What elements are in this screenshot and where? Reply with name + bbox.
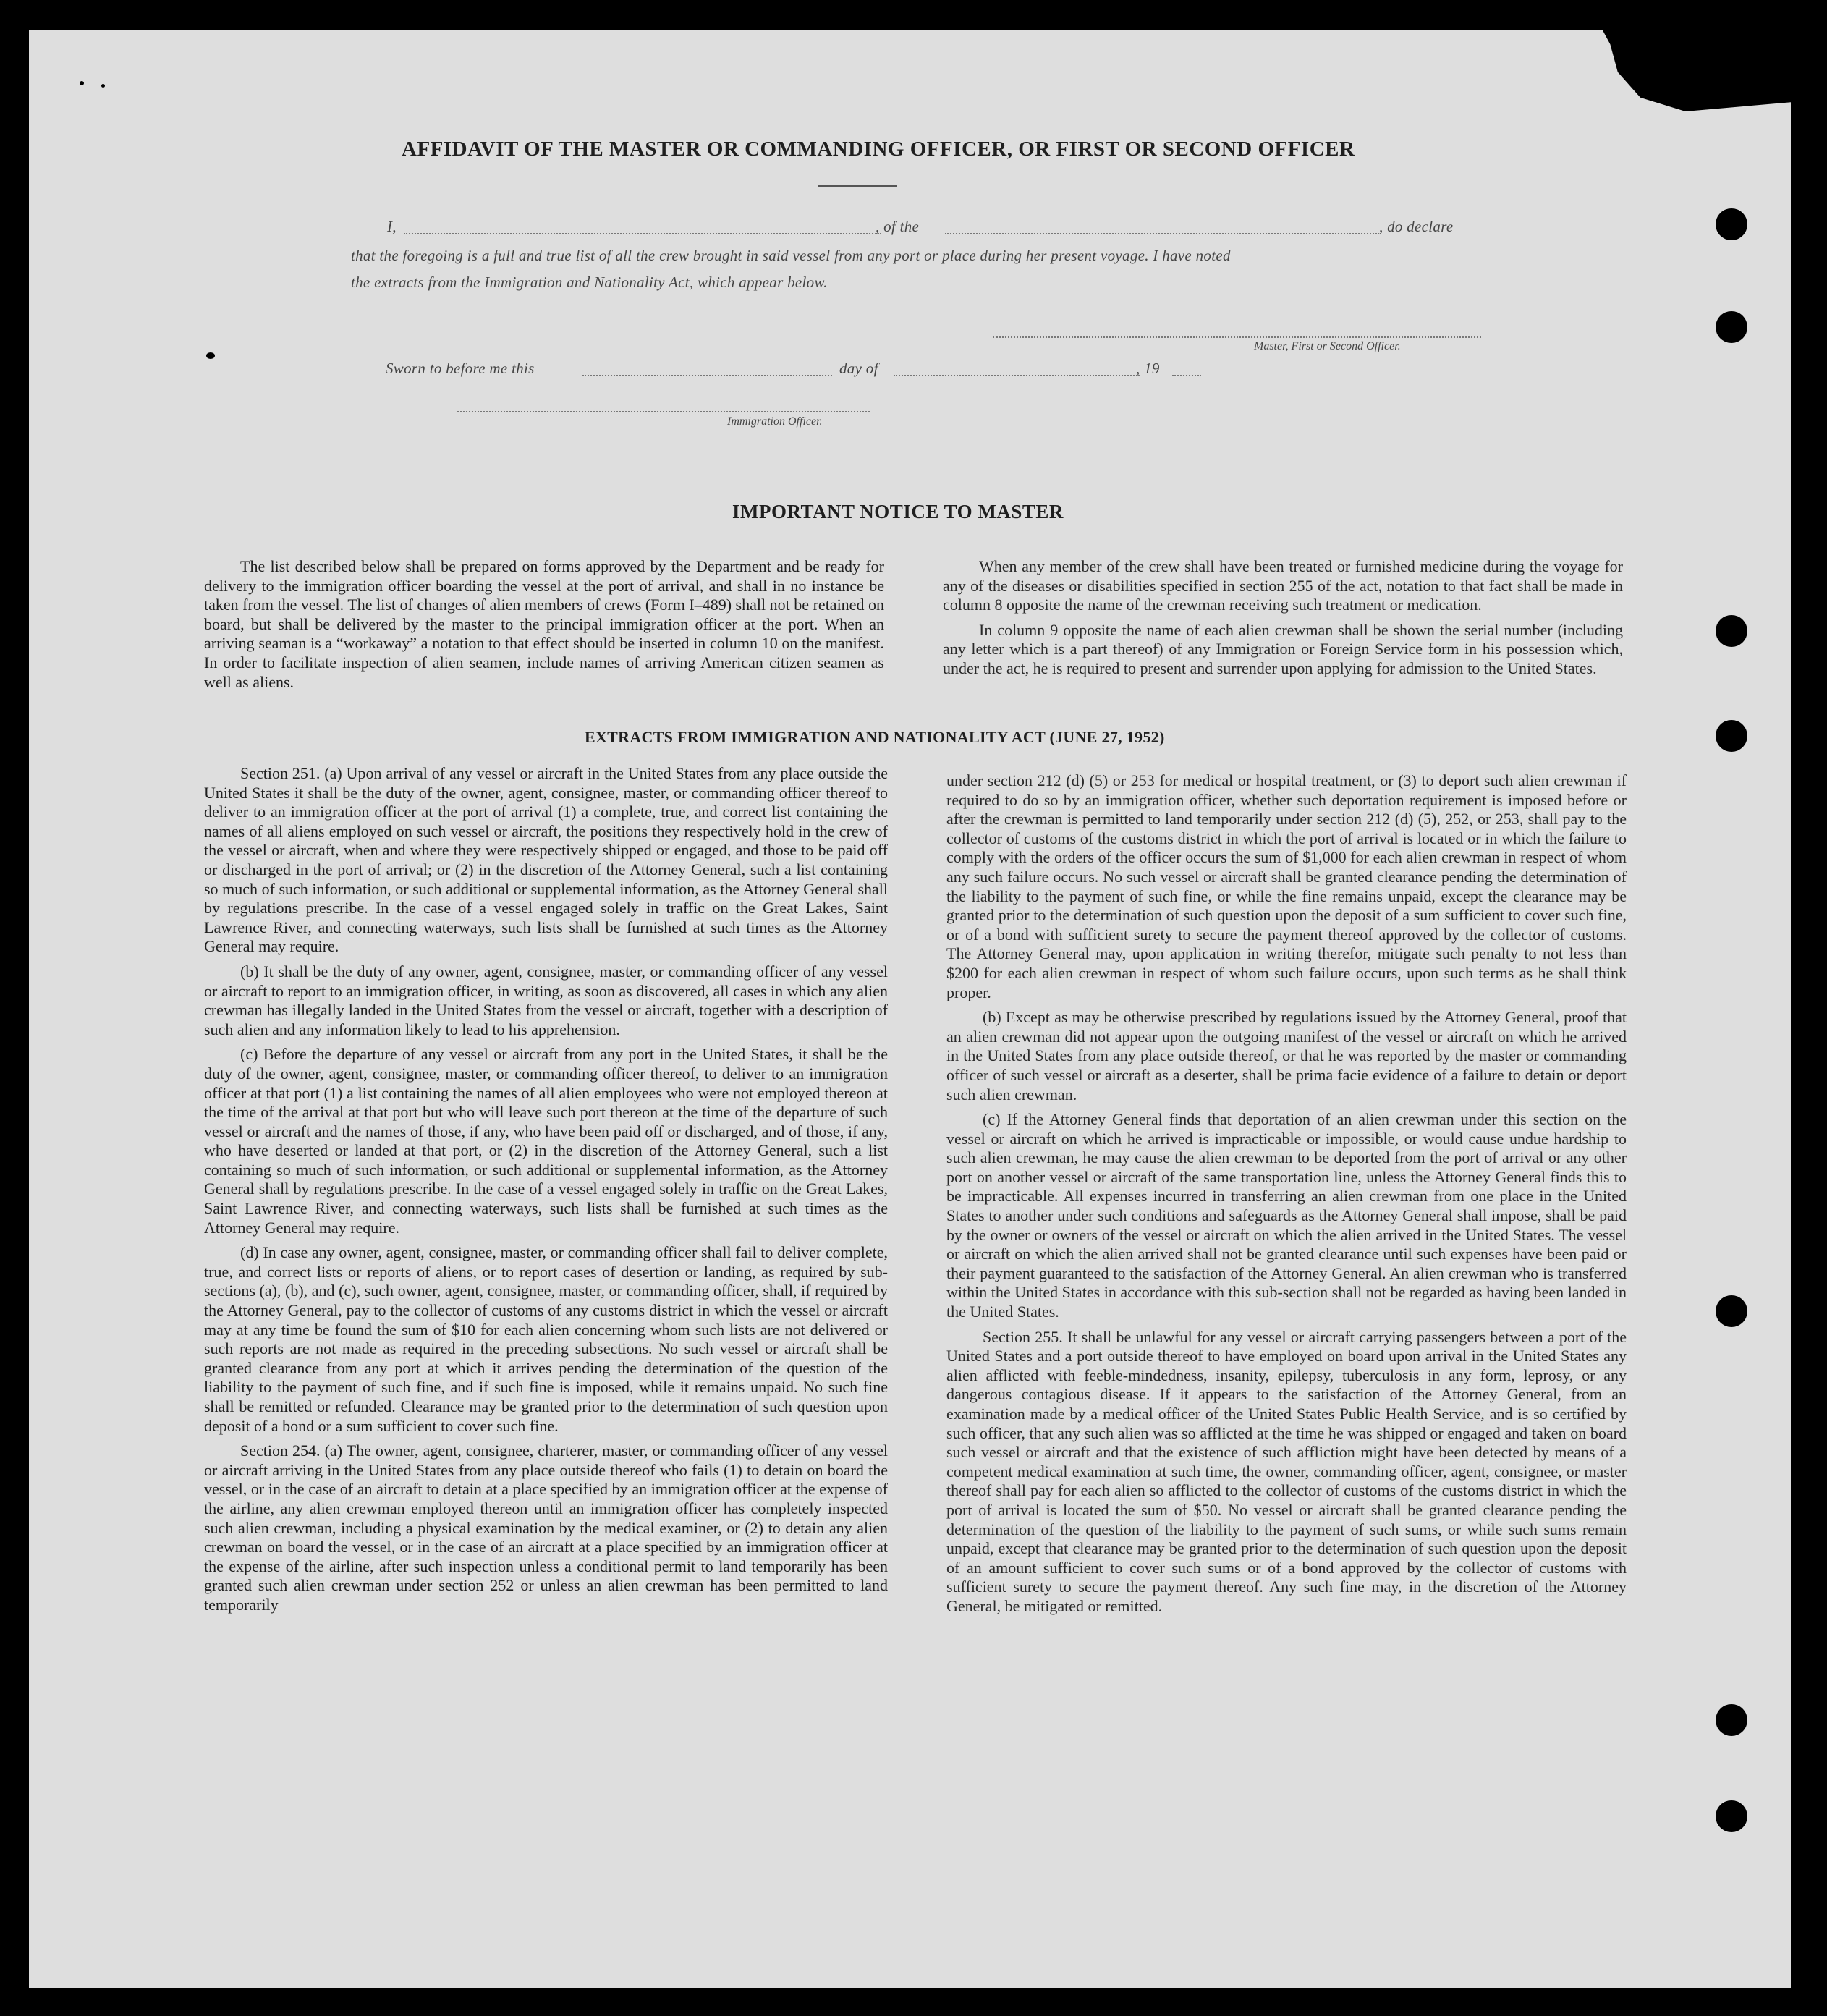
punch-hole-icon (1716, 615, 1747, 647)
notice-title: IMPORTANT NOTICE TO MASTER (732, 501, 1064, 522)
year-label: , 19 (1136, 360, 1160, 377)
officer-signature-field[interactable] (457, 411, 870, 412)
section-paragraph: (b) It shall be the duty of any owner, agent, consignee, master, or commanding officer of any vessel or aircraft to report to an immigration officer, in writing, as soon as discovered, all cases in which any alien crewman has illegally landed in the United States from the vessel or aircraft, together with a description of such alien and any information likely to lead to his apprehension. (204, 962, 888, 1038)
extracts-left-column (204, 764, 888, 1621)
year-field[interactable] (1172, 375, 1201, 376)
punch-hole-icon (1716, 208, 1747, 240)
notice-left-paragraph: The list described below shall be prepared on forms approved by the Department and be ready for delivery to the immigration officer boarding the vessel at the port of arrival, and shall in no instance be taken from the vessel. The list of changes of alien members of crews (Form I–489) shall not be retained on board, but shall be delivered by the master to the principal immigration officer at the port. When an arriving seaman is a “workaway” a notation to that effect should be inserted in column 10 on the manifest. In order to facilitate inspection of alien seamen, include names of arriving American citizen seamen as well as aliens. (204, 557, 884, 691)
extracts-title: EXTRACTS FROM IMMIGRATION AND NATIONALITY ACT (JUNE 27, 1952) (585, 728, 1165, 746)
sworn-label: Sworn to before me this (386, 360, 535, 377)
extracts-right-column (946, 771, 1627, 1622)
day-of-label: day of (839, 360, 878, 377)
section-paragraph: Section 255. It shall be unlawful for any vessel or aircraft carrying passengers between a port of the United States and a port outside thereof to have employed on board upon arrival in the United States any alien afflicted with feeble-mindedness, insanity, epilepsy, tuberculosis in any form, leprosy, or any dangerous contagious disease. If it appears to the satisfaction of the Attorney General, from an examination made by a medical officer of the United States Public Health Service, and is so certified by such officer, that any such alien was so afflicted at the time he was shipped or engaged and taken on board such vessel or aircraft and that the existence of such affliction might have been detected by means of a competent medical examination at such time, the owner, commanding officer, agent, consignee, or master thereof shall pay for each alien so afflicted to the collector of customs of the customs district in which the port of arrival is located the sum of $50. No vessel or aircraft shall be granted clearance pending the determination of the question of the liability to the payment of such sums, or while such sums remain unpaid, except that clearance may be granted prior to the determination of such question upon the deposit of an amount sufficient to cover such sums or of a bond approved by the collector of customs with sufficient surety to secure the payment thereof. Any such fine may, in the discretion of the Attorney General, be mitigated or remitted. (946, 1327, 1627, 1615)
signature-caption: Master, First or Second Officer. (1254, 340, 1401, 352)
section-paragraph: (d) In case any owner, agent, consignee, master, or commanding officer shall fail to deliver complete, true, and correct lists or reports of aliens, or to report cases of desertion or landing, as required by sub-sections (a), (b), and (c), such owner, agent, consignee, master, or commanding officer, shall, if required by the Attorney General, pay to the collector of customs of any customs district in which the vessel or aircraft may at any time be found the sum of $10 for each alien concerning whom such lists are not delivered or such reports are not made as required in the preceding subsections. No such vessel or aircraft shall be granted clearance from any port at which it arrives pending the determination of the question of the liability to the payment of such fine, and if such fine is imposed, while it remains unpaid. No such fine shall be remitted or refunded. Clearance may be granted prior to the determination of such question upon deposit of a bond or a sum sufficient to cover such fine. (204, 1243, 888, 1435)
speck (80, 81, 84, 85)
speck (206, 352, 215, 359)
vessel-field[interactable] (945, 233, 1379, 234)
affidavit-line2: that the foregoing is a full and true list of all the crew brought in said vessel from any port or place during her present voyage. I have noted (351, 247, 1231, 264)
punch-hole-icon (1716, 1295, 1747, 1327)
section-paragraph: (b) Except as may be otherwise prescribed by regulations issued by the Attorney General, proof that an alien crewman did not appear upon the outgoing manifest of the vessel or aircraft on which he arrived in the United States from any place outside thereof, or that he was reported by the master or commanding officer of such vessel or aircraft as a deserter, shall be prima facie evidence of a failure to detain or deport such alien crewman. (946, 1008, 1627, 1104)
notice-right-column (943, 557, 1623, 685)
name-field[interactable] (404, 233, 881, 234)
punch-hole-icon (1716, 720, 1747, 752)
section-paragraph: (c) Before the departure of any vessel or aircraft from any port in the United States, it shall be the duty of the owner, agent, consignee, master, or commanding officer thereof, to deliver to an immigration officer at that port (1) a list containing the names of all alien employees who were not employed thereon at the time of the arrival at that port but who will leave such port thereon at the time of the departure of such vessel or aircraft and the names of those, if any, who have been paid off or discharged, and of those, if any, who have deserted or landed at that port, or (2) in the discretion of the Attorney General, such a list containing so much of such information, or such additional or supplemental information, as the Attorney General shall by regulations prescribe. In the case of a vessel engaged solely in traffic on the Great Lakes, Saint Lawrence River, and connecting waterways, such lists shall be furnished at such times as the Attorney General may require. (204, 1045, 888, 1237)
section-paragraph: under section 212 (d) (5) or 253 for medical or hospital treatment, or (3) to deport such alien crewman if required to do so by an immigration officer, whether such deportation requirement is imposed before or after the crewman is permitted to land temporarily under section 212 (d) (5), 252, or 253, shall pay to the collector of customs of the customs district in which the port of arrival is located or in which the failure to comply with the orders of the officer occurs the sum of $1,000 for each alien crewman in respect of whom any such failure occurs. No such vessel or aircraft shall be granted clearance pending the determination of the liability to the payment of such fine, or while the fine remains unpaid, except the clearance may be granted prior to the determination of such question upon the deposit of a sum sufficient to cover such fine, or of a bond with sufficient surety to secure the payment thereof approved by the collector of customs. The Attorney General may, upon application in writing therefor, mitigate such penalty to not less than $200 for each alien crewman in respect of whom such failure occurs, upon such terms as he shall think proper. (946, 771, 1627, 1001)
punch-hole-icon (1716, 1800, 1747, 1832)
affidavit-title: AFFIDAVIT OF THE MASTER OR COMMANDING OFFICER, OR FIRST OR SECOND OFFICER (402, 137, 1355, 161)
title-rule (818, 185, 897, 187)
section-paragraph: (c) If the Attorney General finds that deportation of an alien crewman under this section on the vessel or aircraft on which he arrived is impracticable or impossible, or would cause undue hardship to such alien crewman, he may cause the alien crewman to be deported from the port of arrival or any other port on another vessel or aircraft of the same transportation line, unless the Attorney General finds this to be impracticable. All expenses incurred in transferring an alien crewman from one place in the United States to another under such conditions and safeguards as the Attorney General shall impose, shall be paid by the owner or owners of the vessel or aircraft on which the alien arrived in the United States. The vessel or aircraft on which the alien arrived shall not be granted clearance until such expenses have been paid or their payment guaranteed to the satisfaction of the Attorney General. An alien crewman who is transferred within the United States in accordance with this sub-section shall not be regarded as having been landed in the United States. (946, 1110, 1627, 1321)
speck (101, 84, 105, 88)
notice-left-column (204, 557, 884, 698)
officer-caption: Immigration Officer. (727, 415, 823, 428)
affidavit-i-label: I, (387, 218, 397, 235)
punch-hole-icon (1716, 1704, 1747, 1736)
signature-field[interactable] (993, 336, 1481, 338)
punch-hole-icon (1716, 311, 1747, 343)
notice-right-paragraph: When any member of the crew shall have been treated or furnished medicine during the voyage for any of the diseases or disabilities specified in section 255 of the act, notation to that fact shall be made in column 8 opposite the name of the crewman receiving such treatment or medication. (943, 557, 1623, 614)
sworn-month-field[interactable] (894, 375, 1140, 376)
notice-right-paragraph: In column 9 opposite the name of each alien crewman shall be shown the serial number (including any letter which is a part thereof) of any Immigration or Foreign Service form in his possession which, under the act, he is required to present and surrender upon applying for admission to the United States. (943, 620, 1623, 677)
section-paragraph: Section 254. (a) The owner, agent, consignee, charterer, master, or commanding officer of any vessel or aircraft arriving in the United States from any place outside thereof who fails (1) to detain on board the vessel, or in the case of an aircraft to detain at a place specified by an immigration officer at the expense of the airline, any alien crewman employed thereon until an immigration officer has completely inspected such alien crewman, including a physical examination by the medical examiner, or (2) to detain any alien crewman on board the vessel, or in the case of an aircraft at a place specified by an immigration officer at the expense of the airline, after such inspection unless a conditional permit to land temporarily has been granted such alien crewman under section 252 or unless an alien crewman has been permitted to land temporarily (204, 1441, 888, 1614)
section-paragraph: Section 251. (a) Upon arrival of any vessel or aircraft in the United States from any place outside the United States it shall be the duty of the owner, agent, consignee, master, or commanding officer thereof to deliver to an immigration officer at the port of arrival (1) a complete, true, and correct list containing the names of all aliens employed on such vessel or aircraft, the positions they respectively hold in the crew of the vessel or aircraft, when and where they were respectively shipped or engaged, and those to be paid off or discharged in the port of arrival; or (2) in the discretion of the Attorney General, such a list containing so much of such information, or such additional or supplemental information, as the Attorney General shall by regulations prescribe. In the case of a vessel engaged solely in traffic on the Great Lakes, Saint Lawrence River, and connecting waterways, such lists shall be furnished at such times as the Attorney General may require. (204, 764, 888, 956)
affidavit-of-the: , of the (876, 218, 920, 235)
sworn-day-field[interactable] (582, 375, 832, 376)
affidavit-do-declare: , do declare (1379, 218, 1454, 235)
affidavit-line3: the extracts from the Immigration and Nationality Act, which appear below. (351, 274, 828, 291)
